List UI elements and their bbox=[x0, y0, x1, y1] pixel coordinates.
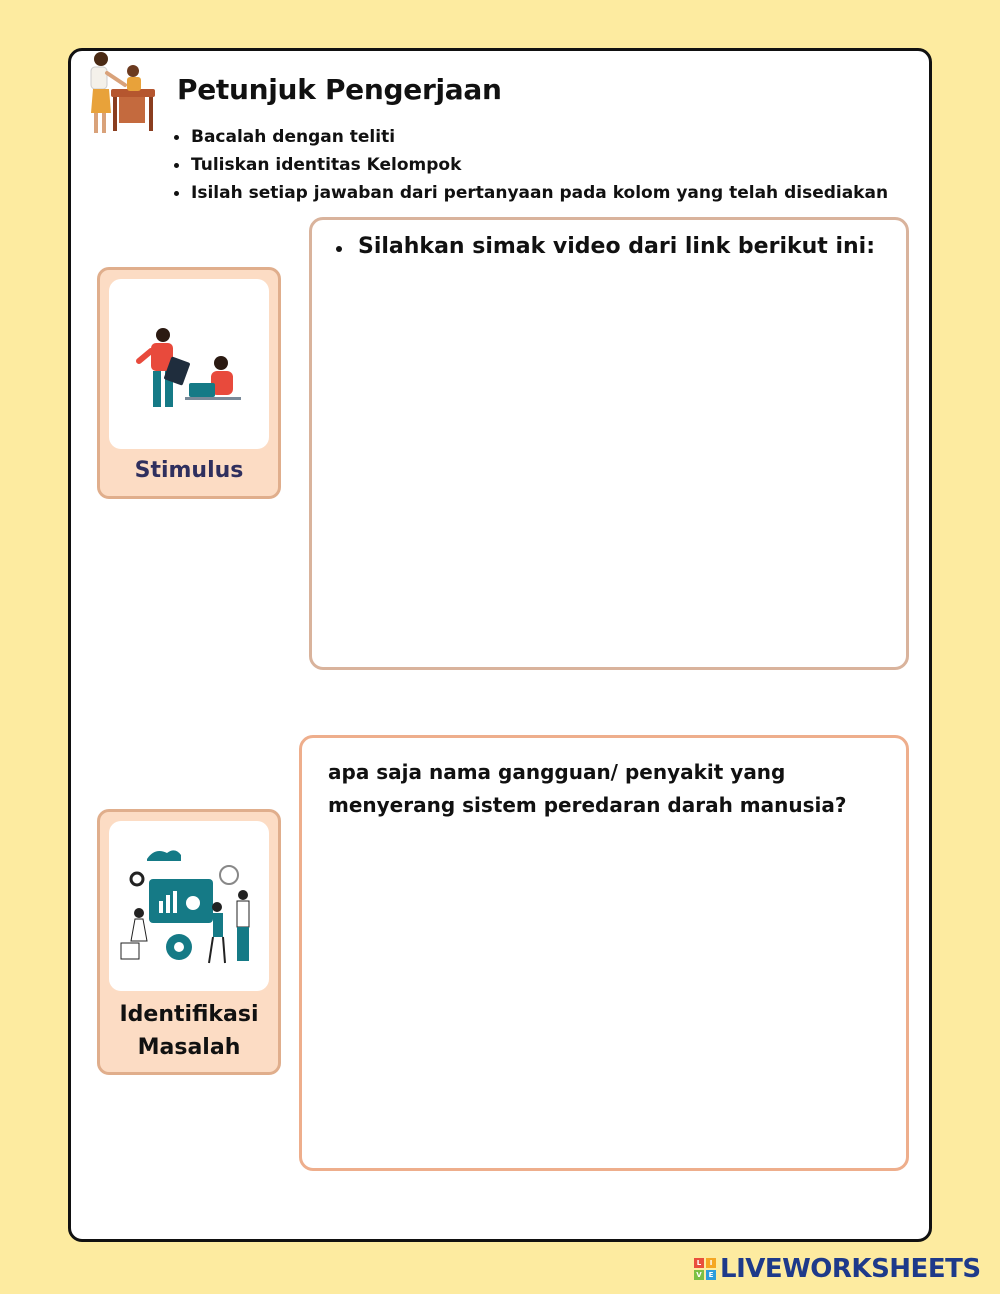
logo-letter: V bbox=[694, 1270, 704, 1280]
teacher-student-illustration bbox=[85, 51, 161, 139]
logo-letter: L bbox=[694, 1258, 704, 1268]
logo-letter: E bbox=[706, 1270, 716, 1280]
stimulus-answer-box[interactable] bbox=[309, 217, 909, 670]
page-title: Petunjuk Pengerjaan bbox=[177, 73, 502, 106]
stimulus-label: Stimulus bbox=[134, 458, 244, 483]
instruction-item: Bacalah dengan teliti bbox=[171, 123, 888, 151]
stimulus-image-frame bbox=[109, 279, 269, 449]
liveworksheets-logo[interactable] bbox=[694, 1254, 981, 1284]
identifikasi-label bbox=[100, 998, 278, 1064]
identifikasi-label-line: Identifikasi bbox=[119, 1002, 259, 1027]
problem-answer-box[interactable] bbox=[299, 735, 909, 1171]
identifikasi-label-line: Masalah bbox=[137, 1035, 241, 1060]
worksheet-page bbox=[68, 48, 932, 1242]
brand-name: LIVEWORKSHEETS bbox=[720, 1254, 981, 1284]
question-line: menyerang sistem peredaran darah manusia? bbox=[328, 793, 847, 817]
question-text bbox=[328, 756, 868, 822]
video-prompt: Silahkan simak video dari link berikut ini: bbox=[332, 234, 875, 259]
identifikasi-card bbox=[97, 809, 281, 1075]
instruction-list bbox=[171, 123, 888, 207]
stimulus-card bbox=[97, 267, 281, 499]
logo-mark-icon bbox=[694, 1258, 716, 1280]
identifikasi-image-frame bbox=[109, 821, 269, 991]
logo-letter: I bbox=[706, 1258, 716, 1268]
consultation-illustration bbox=[109, 279, 267, 449]
instruction-item: Tuliskan identitas Kelompok bbox=[171, 151, 888, 179]
question-line: apa saja nama gangguan/ penyakit yang bbox=[328, 760, 786, 784]
instruction-item: Isilah setiap jawaban dari pertanyaan pada kolom yang telah disediakan bbox=[171, 179, 888, 207]
analytics-team-illustration bbox=[109, 821, 267, 991]
